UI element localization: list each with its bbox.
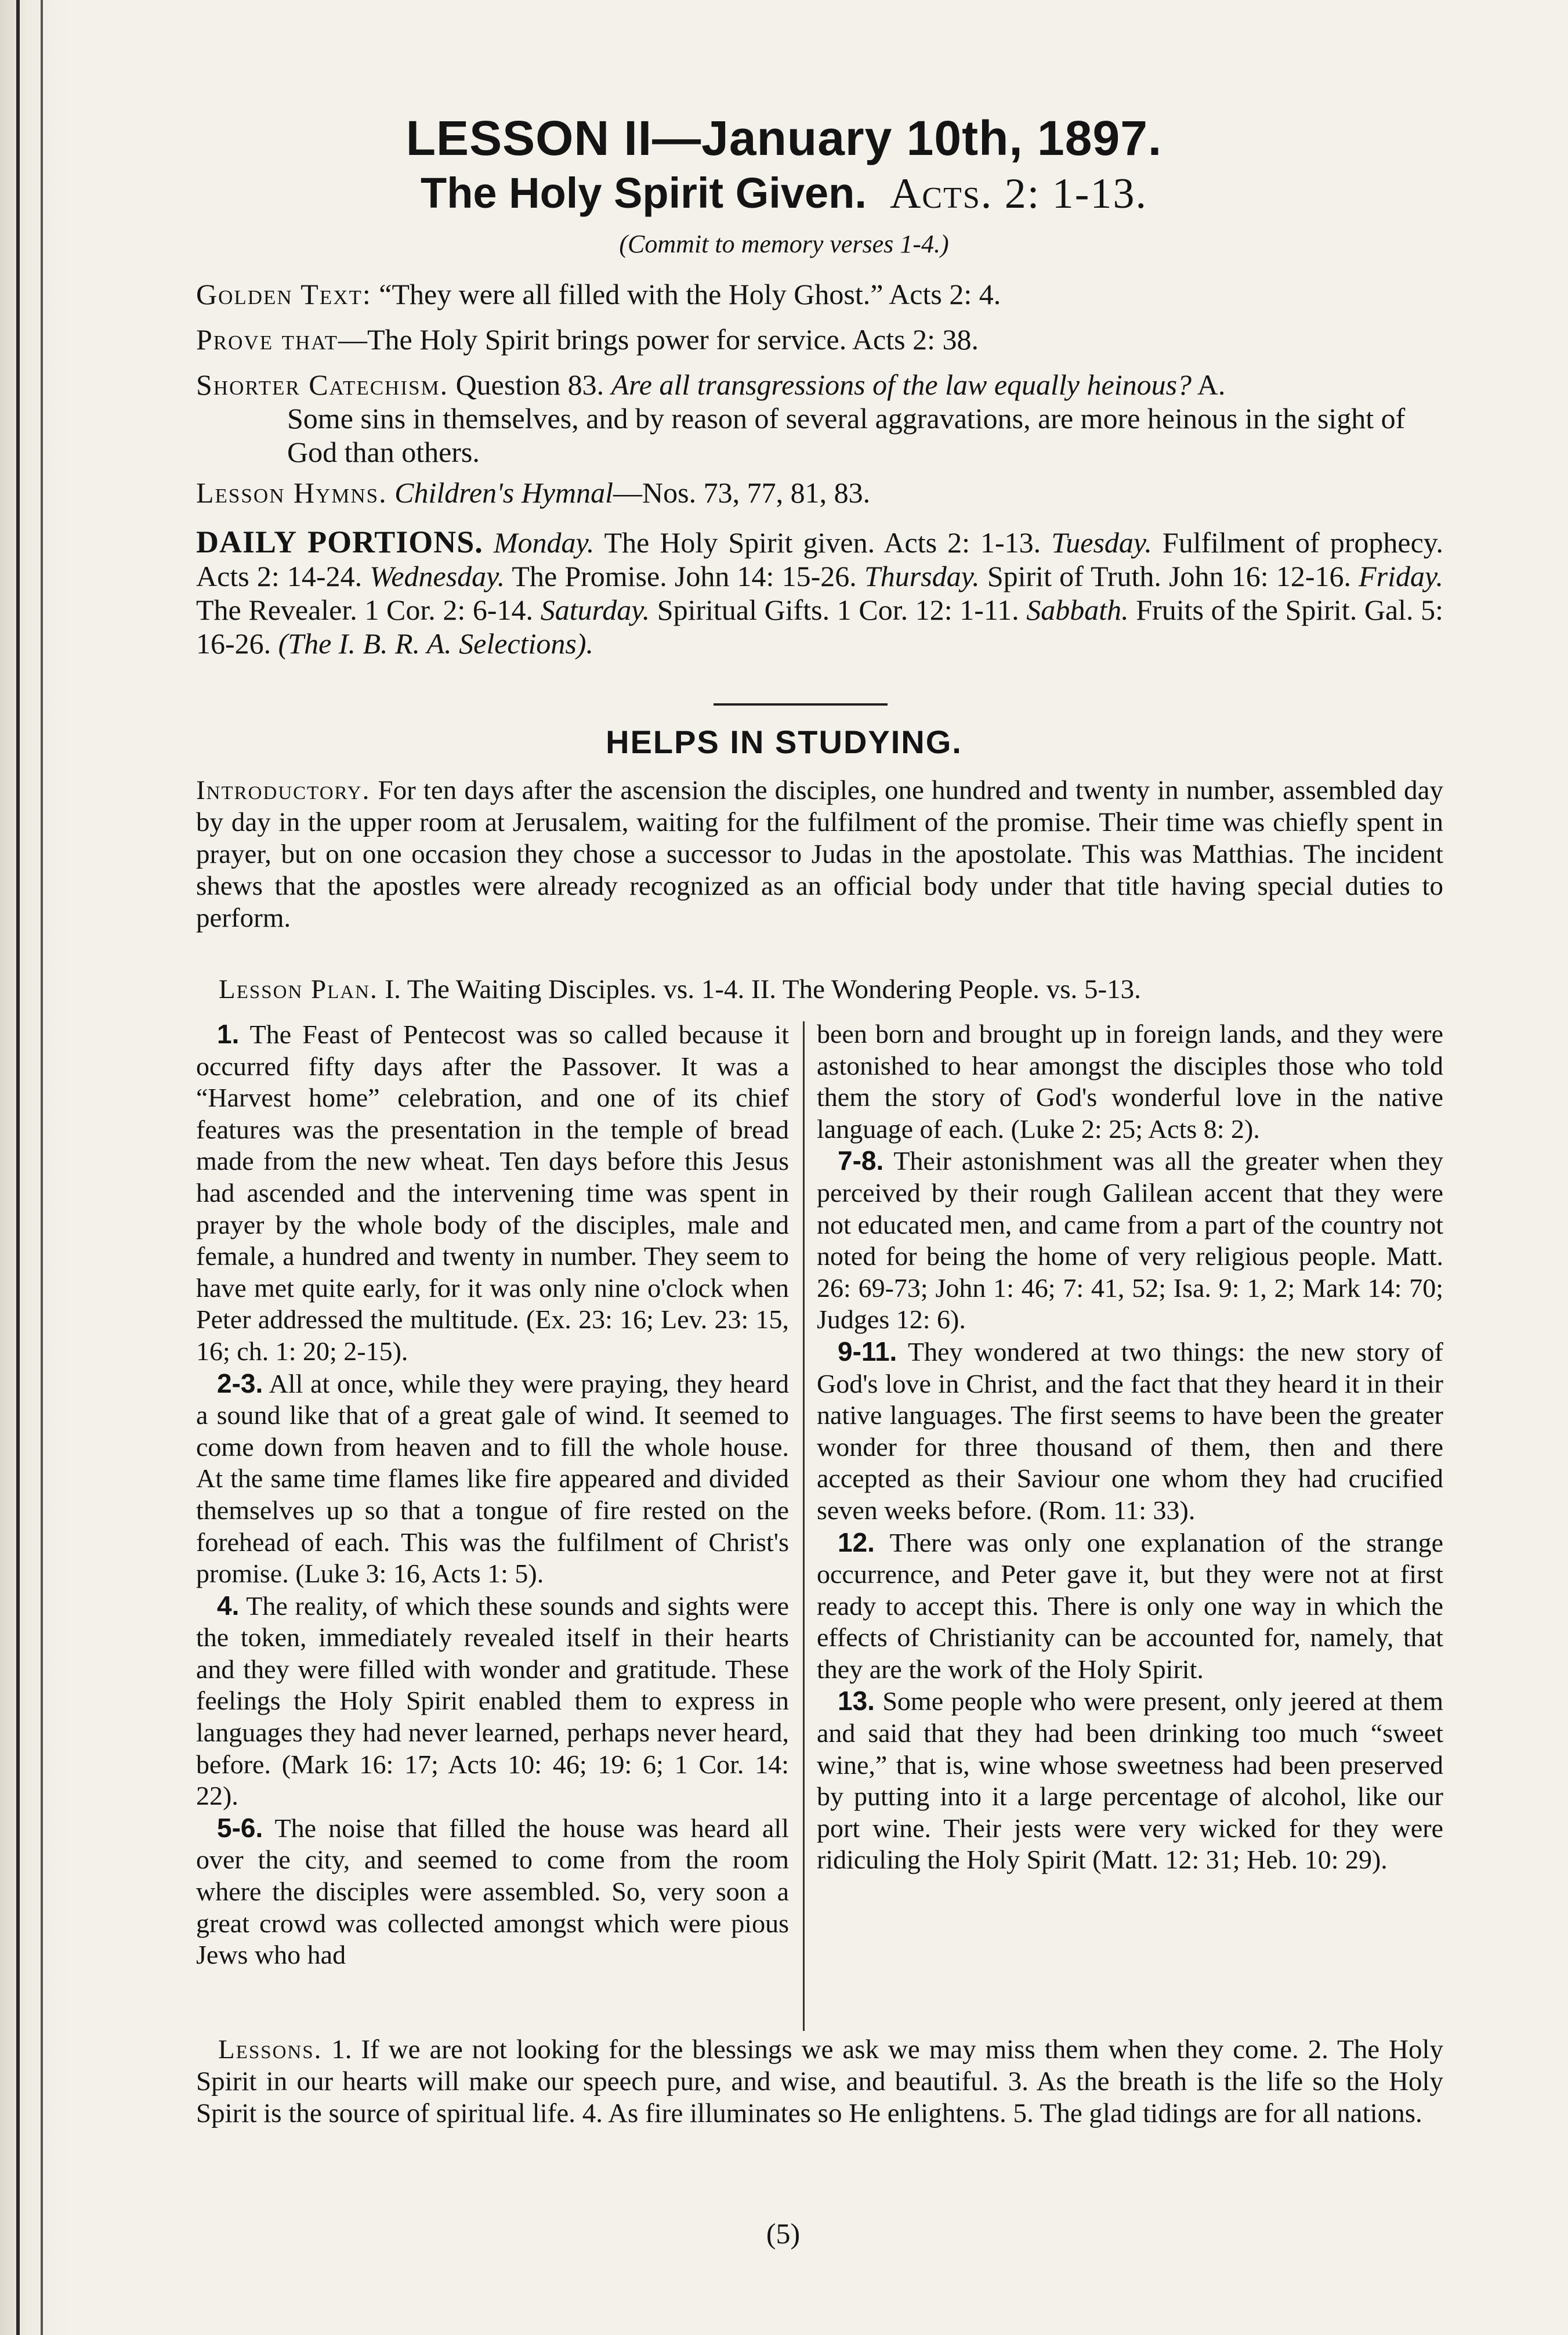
daily-portions (196, 525, 1443, 660)
note-text: been born and brought up in foreign lands, and they were astonished to hear amongst the disciples those who told them the story of God's wonderful love in the native language of each. (Luke 2: 25; Acts 8: 2). (817, 1019, 1443, 1144)
subject-reference: Acts. 2: 1-13. (889, 170, 1147, 218)
day-label: Tuesday. (1051, 526, 1152, 559)
hymns-source: Children's Hymnal (394, 476, 614, 509)
day-reading: The Revealer. 1 Cor. 2: 6-14. (196, 594, 534, 626)
lesson-plan (219, 974, 1443, 1006)
introductory (196, 775, 1443, 934)
catechism-answer-lead: A. (1197, 368, 1226, 401)
day-label: Thursday. (864, 560, 980, 592)
hymns-label: Lesson Hymns. (196, 476, 388, 509)
day-label: Sabbath. (1026, 594, 1129, 626)
day-reading: The Promise. John 14: 15-26. (512, 560, 857, 592)
note-text: All at once, while they were praying, they heard a sound like that of a great gale of wind. It seemed to come down from heaven and to fill the whole house. At the same time flames like fire appeared and divided themselves up so that a tongue of fire rested on the forehead of each. This was the fulfilment of Christ's promise. (Luke 3: 16, Acts 1: 5). (196, 1368, 789, 1589)
prove-that-label: Prove that (196, 323, 339, 356)
note-paragraph (817, 1145, 1443, 1336)
binding-line (16, 0, 20, 2335)
catechism-answer: Some sins in themselves, and by reason of several aggravations, are more heinous in the sight of God than others. (287, 402, 1406, 468)
lessons (196, 2034, 1443, 2130)
golden-text-body: “They were all filled with the Holy Ghost.” Acts 2: 4. (379, 278, 1001, 310)
page-number: (5) (766, 2217, 801, 2250)
note-number: 2-3. (217, 1368, 263, 1398)
binding-edge (0, 0, 70, 2335)
day-label: Wednesday. (370, 560, 505, 592)
note-text: The reality, of which these sounds and sights were the token, immediately revealed itself in their hearts and they were filled with wonder and gratitude. These feelings the Holy Spirit enabled them to express in languages they had never learned, perhaps never heard, before. (Mark 16: 17; Acts 10: 46; 19: 6; 1 Cor. 14: 22). (196, 1591, 789, 1811)
lessons-label: Lessons. (218, 2034, 323, 2065)
note-text: They wondered at two things: the new story of God's love in Christ, and the fact that they heard it in their native languages. The first seems to have been the greater wonder for three thousand of them, then and there accepted as their Saviour one whom they had crucified seven weeks before. (Rom. 11: 33). (817, 1336, 1443, 1525)
shorter-catechism (196, 368, 1443, 469)
note-paragraph (196, 1018, 789, 1368)
note-paragraph (196, 1590, 789, 1812)
day-label: Saturday. (540, 594, 650, 626)
introductory-label: Introductory. (196, 775, 371, 805)
note-paragraph (817, 1018, 1443, 1145)
notes-left-column (196, 1018, 789, 1971)
note-number: 1. (217, 1019, 240, 1049)
lesson-plan-label: Lesson Plan. (219, 974, 378, 1004)
helps-heading: HELPS IN STUDYING. (606, 724, 962, 760)
note-text: Their astonishment was all the greater when they perceived by their rough Galilean accent that they were not educated men, and came from a part of the country not noted for being the home of very religious people. Matt. 26: 69-73; John 1: 46; 7: 41, 52; Isa. 9: 1, 2; Mark 14: 70; Judges 12: 6). (817, 1146, 1443, 1335)
note-paragraph (817, 1685, 1443, 1876)
notes-right-column (817, 1018, 1443, 1876)
prove-that-body: —The Holy Spirit brings power for service. Acts 2: 38. (338, 323, 979, 356)
note-paragraph (196, 1368, 789, 1590)
introductory-text: For ten days after the ascension the disciples, one hundred and twenty in number, assembled day by day in the upper room at Jerusalem, waiting for the fulfilment of the promise. Their time was chiefly spent in prayer, but on one occasion they chose a successor to Judas in the apostolate. This was Matthias. The incident shews that the apostles were already recognized as an official body under that title having special duties to perform. (196, 775, 1443, 933)
day-reading: The Holy Spirit given. Acts 2: 1-13. (604, 526, 1041, 559)
note-number: 9-11. (838, 1336, 897, 1367)
lesson-hymns (196, 476, 1443, 509)
commit-note: (Commit to memory verses 1-4.) (619, 230, 949, 258)
catechism-question-text: Are all transgressions of the law equally heinous? (611, 368, 1192, 401)
note-number: 13. (838, 1686, 875, 1716)
note-paragraph (817, 1527, 1443, 1686)
hymns-numbers: —Nos. 73, 77, 81, 83. (613, 476, 871, 509)
golden-text-label: Golden Text: (196, 278, 372, 310)
prove-that (196, 323, 1443, 356)
subject-title (116, 168, 1452, 219)
note-number: 12. (838, 1527, 875, 1557)
subject-name: The Holy Spirit Given. (421, 169, 867, 217)
lesson-title: LESSON II—January 10th, 1897. (405, 111, 1163, 165)
note-number: 5-6. (217, 1812, 263, 1843)
note-text: There was only one explanation of the strange occurrence, and Peter gave it, but they were not at first ready to accept this. There is only one way in which the effects of Christianity can be accounted for, namely, that they are the work of the Holy Spirit. (817, 1527, 1443, 1684)
lessons-text: 1. If we are not looking for the blessings we ask we may miss them when they come. 2. The Holy Spirit in our hearts will make our speech pure, and wise, and beautiful. 3. As the breath is the life so the Holy Spirit is the source of spiritual life. 4. As fire illuminates so He enlightens. 5. The glad tidings are for all nations. (196, 2034, 1444, 2128)
golden-text (196, 277, 1443, 311)
note-paragraph (196, 1812, 789, 1971)
day-reading: Fruits of the Spirit. Gal. 5: 16-26. (196, 594, 1444, 660)
note-text: Some people who were present, only jeered at them and said that they had been drinking too much “sweet wine,” that is, wine whose sweetness had been preserved by putting into it a large percentage of alcohol, like our port wine. Their jests were very wicked for they were ridiculing the Holy Spirit (Matt. 12: 31; Heb. 10: 29). (817, 1686, 1444, 1875)
section-divider (714, 703, 888, 706)
catechism-question: Question 83. (455, 368, 604, 401)
day-label: Monday. (493, 526, 595, 559)
note-number: 4. (217, 1590, 240, 1621)
daily-portions-heading: DAILY PORTIONS. (196, 525, 483, 559)
catechism-label: Shorter Catechism. (196, 368, 449, 401)
note-text: The Feast of Pentecost was so called because it occurred fifty days after the Passover. It was a “Harvest home” celebration, and one of its chief features was the presentation in the temple of bread made from the new wheat. Ten days before this Jesus had ascended and the intervening time was spent in prayer by the whole body of the disciples, male and female, a hundred and twenty in number. They seem to have met quite early, for it was only nine o'clock when Peter addressed the multitude. (Ex. 23: 16; Lev. 23: 15, 16; ch. 1: 20; 2-15). (196, 1020, 789, 1366)
note-number: 7-8. (838, 1145, 884, 1176)
column-divider (803, 1021, 805, 2031)
day-reading: Spirit of Truth. John 16: 12-16. (987, 560, 1351, 592)
lesson-plan-text: I. The Waiting Disciples. vs. 1-4. II. The Wondering People. vs. 5-13. (385, 974, 1141, 1004)
note-text: The noise that filled the house was heard all over the city, and seemed to come from the room where the disciples were assembled. So, very soon a great crowd was collected amongst which were pious Jews who had (196, 1813, 789, 1970)
day-reading: Fulfilment of prophecy. Acts 2: 14-24. (196, 526, 1444, 592)
day-reading: Spiritual Gifts. 1 Cor. 12: 1-11. (657, 594, 1019, 626)
note-paragraph (817, 1336, 1443, 1527)
binding-line (41, 0, 43, 2335)
day-label: Friday. (1359, 560, 1443, 592)
selections-note: (The I. B. R. A. Selections). (278, 627, 594, 660)
